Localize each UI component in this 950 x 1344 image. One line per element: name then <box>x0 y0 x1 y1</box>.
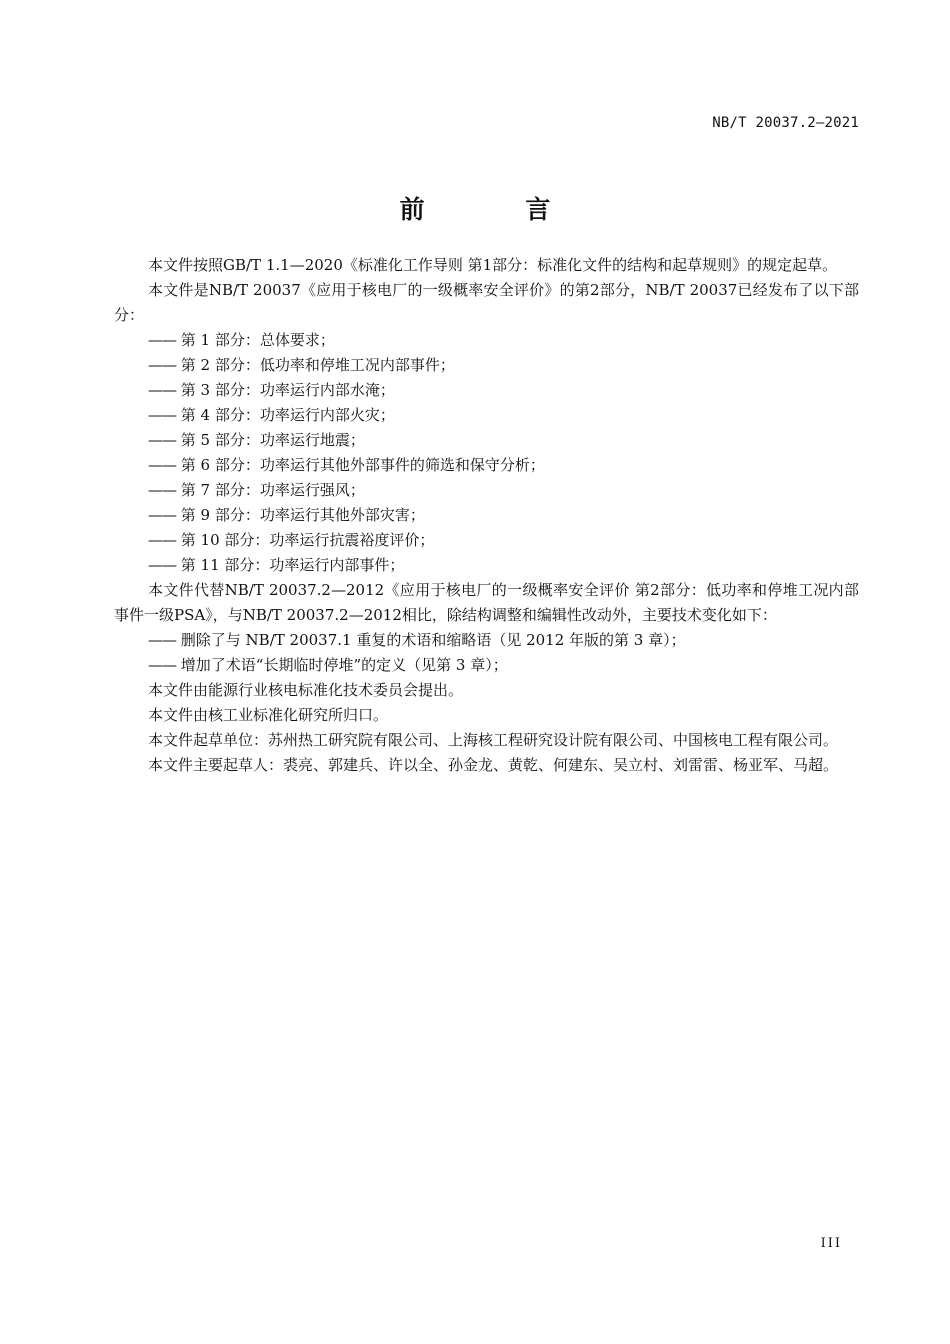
dash-mark: —— <box>148 406 176 424</box>
paragraph-proposer: 本文件由能源行业核电标准化技术委员会提出。 <box>148 681 464 699</box>
paragraph-drafting-units: 本文件起草单位：苏州热工研究院有限公司、上海核工程研究设计院有限公司、中国核电工程有限公司。 <box>148 731 839 749</box>
dash-mark: —— <box>148 531 176 549</box>
dash-mark: —— <box>148 356 176 374</box>
list-item-text: 第 2 部分：低功率和停堆工况内部事件； <box>180 356 455 374</box>
list-item-part <box>114 403 859 428</box>
paragraph-series-parts: 本文件是NB/T 20037《应用于核电厂的一级概率安全评价》的第2部分，NB/T 20037已经发布了以下部分： <box>114 281 859 324</box>
list-item-part <box>114 453 859 478</box>
list-item-text: 删除了与 NB/T 20037.1 重复的术语和缩略语（见 2012 年版的第 3 章）； <box>180 631 686 649</box>
dash-mark: —— <box>148 381 176 399</box>
list-item-part <box>114 328 859 353</box>
list-item-part <box>114 428 859 453</box>
list-item-text: 第 10 部分：功率运行抗震裕度评价； <box>180 531 435 549</box>
dash-mark: —— <box>148 331 176 349</box>
list-item-text: 第 4 部分：功率运行内部火灾； <box>180 406 395 424</box>
list-item-text: 增加了术语“长期临时停堆”的定义（见第 3 章）； <box>180 656 508 674</box>
dash-mark: —— <box>148 556 176 574</box>
paragraph-centralized-by: 本文件由核工业标准化研究所归口。 <box>148 706 389 724</box>
list-item-text: 第 1 部分：总体要求； <box>180 331 335 349</box>
paragraph-drafters: 本文件主要起草人：裘亮、郭建兵、许以全、孙金龙、黄乾、何建东、吴立村、刘雷雷、杨亚军、马超。 <box>148 756 839 774</box>
dash-mark: —— <box>148 456 176 474</box>
page-number: III <box>820 1236 842 1251</box>
list-item-text: 第 6 部分：功率运行其他外部事件的筛选和保守分析； <box>180 456 545 474</box>
paragraph-drafting-basis: 本文件按照GB/T 1.1—2020《标准化工作导则 第1部分：标准化文件的结构和起草规则》的规定起草。 <box>148 256 838 274</box>
list-item-part <box>114 553 859 578</box>
dash-mark: —— <box>148 631 176 649</box>
list-item-text: 第 5 部分：功率运行地震； <box>180 431 365 449</box>
paragraph-replacement: 本文件代替NB/T 20037.2—2012《应用于核电厂的一级概率安全评价 第2部分：低功率和停堆工况内部事件一级PSA》，与NB/T 20037.2—2012相比，除结构调整和编辑性改动外，主要技术变化如下： <box>114 581 859 624</box>
list-item-text: 第 7 部分：功率运行强风； <box>180 481 365 499</box>
foreword-body <box>114 253 859 778</box>
list-item-change <box>114 653 859 678</box>
list-item-part <box>114 478 859 503</box>
dash-mark: —— <box>148 506 176 524</box>
dash-mark: —— <box>148 656 176 674</box>
list-item-text: 第 11 部分：功率运行内部事件； <box>180 556 405 574</box>
standard-code: NB/T 20037.2—2021 <box>712 115 859 131</box>
page-title: 前 言 <box>399 195 597 224</box>
list-item-change <box>114 628 859 653</box>
dash-mark: —— <box>148 481 176 499</box>
list-item-part <box>114 503 859 528</box>
list-item-text: 第 3 部分：功率运行内部水淹； <box>180 381 395 399</box>
list-item-part <box>114 353 859 378</box>
list-item-part <box>114 378 859 403</box>
dash-mark: —— <box>148 431 176 449</box>
list-item-part <box>114 528 859 553</box>
list-item-text: 第 9 部分：功率运行其他外部灾害； <box>180 506 425 524</box>
